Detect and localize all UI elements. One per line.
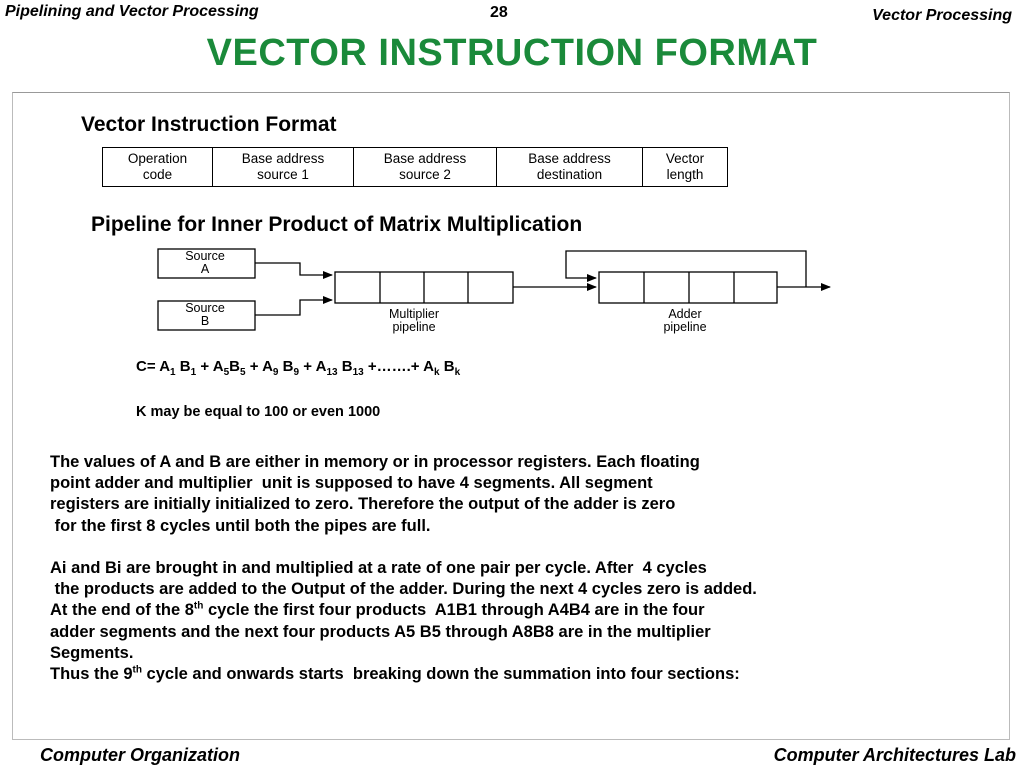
para1-line: point adder and multiplier unit is supposed to have 4 segments. All segment <box>50 474 653 493</box>
feedback-arrow <box>566 251 806 287</box>
field-operation-code: Operation code <box>103 148 213 186</box>
para2-line: At the end of the 8th cycle the first four products A1B1 through A4B4 are in the four <box>50 600 705 620</box>
footer-right: Computer Architectures Lab <box>773 745 1016 765</box>
adder-label-1: Adder <box>668 307 702 321</box>
para2-line: Segments. <box>50 643 134 662</box>
format-heading: Vector Instruction Format <box>81 113 337 136</box>
source-a-label-2: A <box>200 262 210 276</box>
inner-product-formula: $C= A_1$ $B_1 + A_5B_5 + A_9$ $B_9 + A_{13}$ $B_{13}$ +…….+ $A_k$ $B_k$ <box>136 358 461 378</box>
field-base-address-source-1: Base address source 1 <box>213 148 354 186</box>
pipeline-heading: Pipeline for Inner Product of Matrix Multiplication <box>91 213 583 236</box>
multiplier-label-2: pipeline <box>392 320 436 334</box>
para2-line: Thus the 9th cycle and onwards starts breaking down the summation into four sections: <box>50 664 740 684</box>
footer-left: Computer Organization <box>40 745 241 765</box>
para2-line: the products are added to the Output of the adder. During the next 4 cycles zero is added. <box>50 580 757 599</box>
source-a-arrow <box>255 263 332 275</box>
adder-pipeline-box <box>599 272 777 303</box>
page-number: 28 <box>490 4 508 21</box>
field-base-address-destination: Base address destination <box>497 148 643 186</box>
explanation-text <box>50 452 1000 685</box>
field-base-address-source-2: Base address source 2 <box>354 148 497 186</box>
para1-line: The values of A and B are either in memory or in processor registers. Each floating <box>50 453 700 471</box>
source-b-arrow <box>255 300 332 315</box>
k-note: K may be equal to 100 or even 1000 <box>136 404 381 420</box>
field-vector-length: Vector length <box>665 151 705 182</box>
para2-line: adder segments and the next four products A5 B5 through A8B8 are in the multiplier <box>50 622 711 641</box>
slide-title: VECTOR INSTRUCTION FORMAT <box>206 32 818 74</box>
para2-line: Ai and Bi are brought in and multiplied at a rate of one pair per cycle. After 4 cycles <box>50 559 707 577</box>
adder-label-2: pipeline <box>663 320 707 334</box>
source-a-label-1: Source <box>185 249 225 263</box>
source-b-label-1: Source <box>185 301 225 315</box>
para1-line: for the first 8 cycles until both the pipes are full. <box>50 516 431 535</box>
header-topic: Vector Processing <box>872 7 1012 24</box>
multiplier-label-1: Multiplier <box>388 307 440 321</box>
header-course-title: Pipelining and Vector Processing <box>5 3 259 20</box>
para1-line: registers are initially initialized to zero. Therefore the output of the adder is zero <box>50 495 676 514</box>
source-b-label-2: B <box>200 314 210 328</box>
